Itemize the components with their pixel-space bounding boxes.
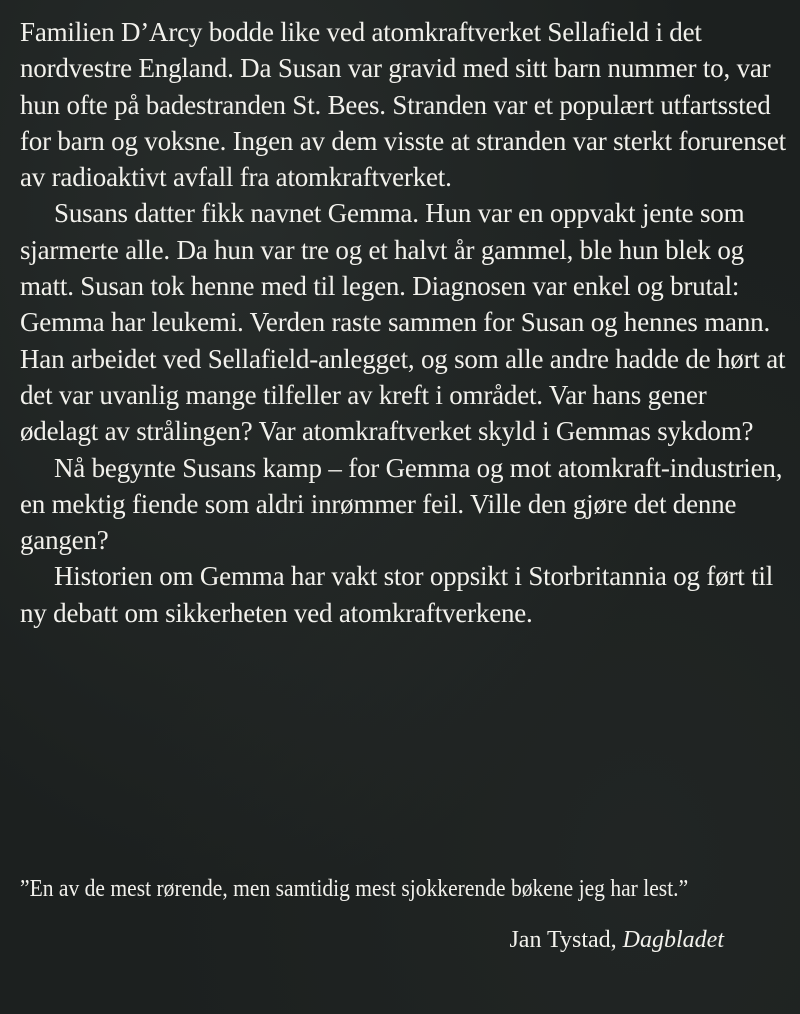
blurb-paragraph-4: Historien om Gemma har vakt stor oppsikt i Storbritannia og ført til ny debatt om sikkerheten ved atomkraftverkene. <box>20 561 774 628</box>
blurb-paragraph-2: Susans datter fikk navnet Gemma. Hun var en oppvakt jente som sjarmerte alle. Da hun var tre og et halvt år gammel, ble hun blek og matt. Susan tok henne med til legen. Diagnosen var enkel og brutal: Gemma har leukemi. Verden raste sammen for Susan og hennes mann. Han arbeidet ved Sellafield-anlegget, og som alle andre hadde de hørt at det var uvanlig mange tilfeller av kreft i området. Var hans gener ødelagt av strålingen? Var atomkraftverket skyld i Gemmas sykdom? <box>20 198 786 447</box>
blurb-paragraph-3: Nå begynte Susans kamp – for Gemma og mot atomkraft-industrien, en mektig fiende som aldri inrømmer feil. Ville den gjøre det denne gangen? <box>20 452 783 556</box>
blurb-text <box>20 14 788 631</box>
review-quote: ”En av de mest rørende, men samtidig mest sjokkerende bøkene jeg har lest.” <box>20 875 689 902</box>
quote-attribution <box>509 925 724 955</box>
quote-source: Dagbladet <box>622 927 724 953</box>
blurb-paragraph-1: Familien D’Arcy bodde like ved atomkraftverket Sellafield i det nordvestre England. Da Susan var gravid med sitt barn nummer to, var hun ofte på badestranden St. Bees. Stranden var et populært utfartssted for barn og voksne. Ingen av dem visste at stranden var sterkt forurenset av radioaktivt avfall fra atomkraftverket. <box>20 17 786 193</box>
quote-author: Jan Tystad, <box>509 927 617 953</box>
